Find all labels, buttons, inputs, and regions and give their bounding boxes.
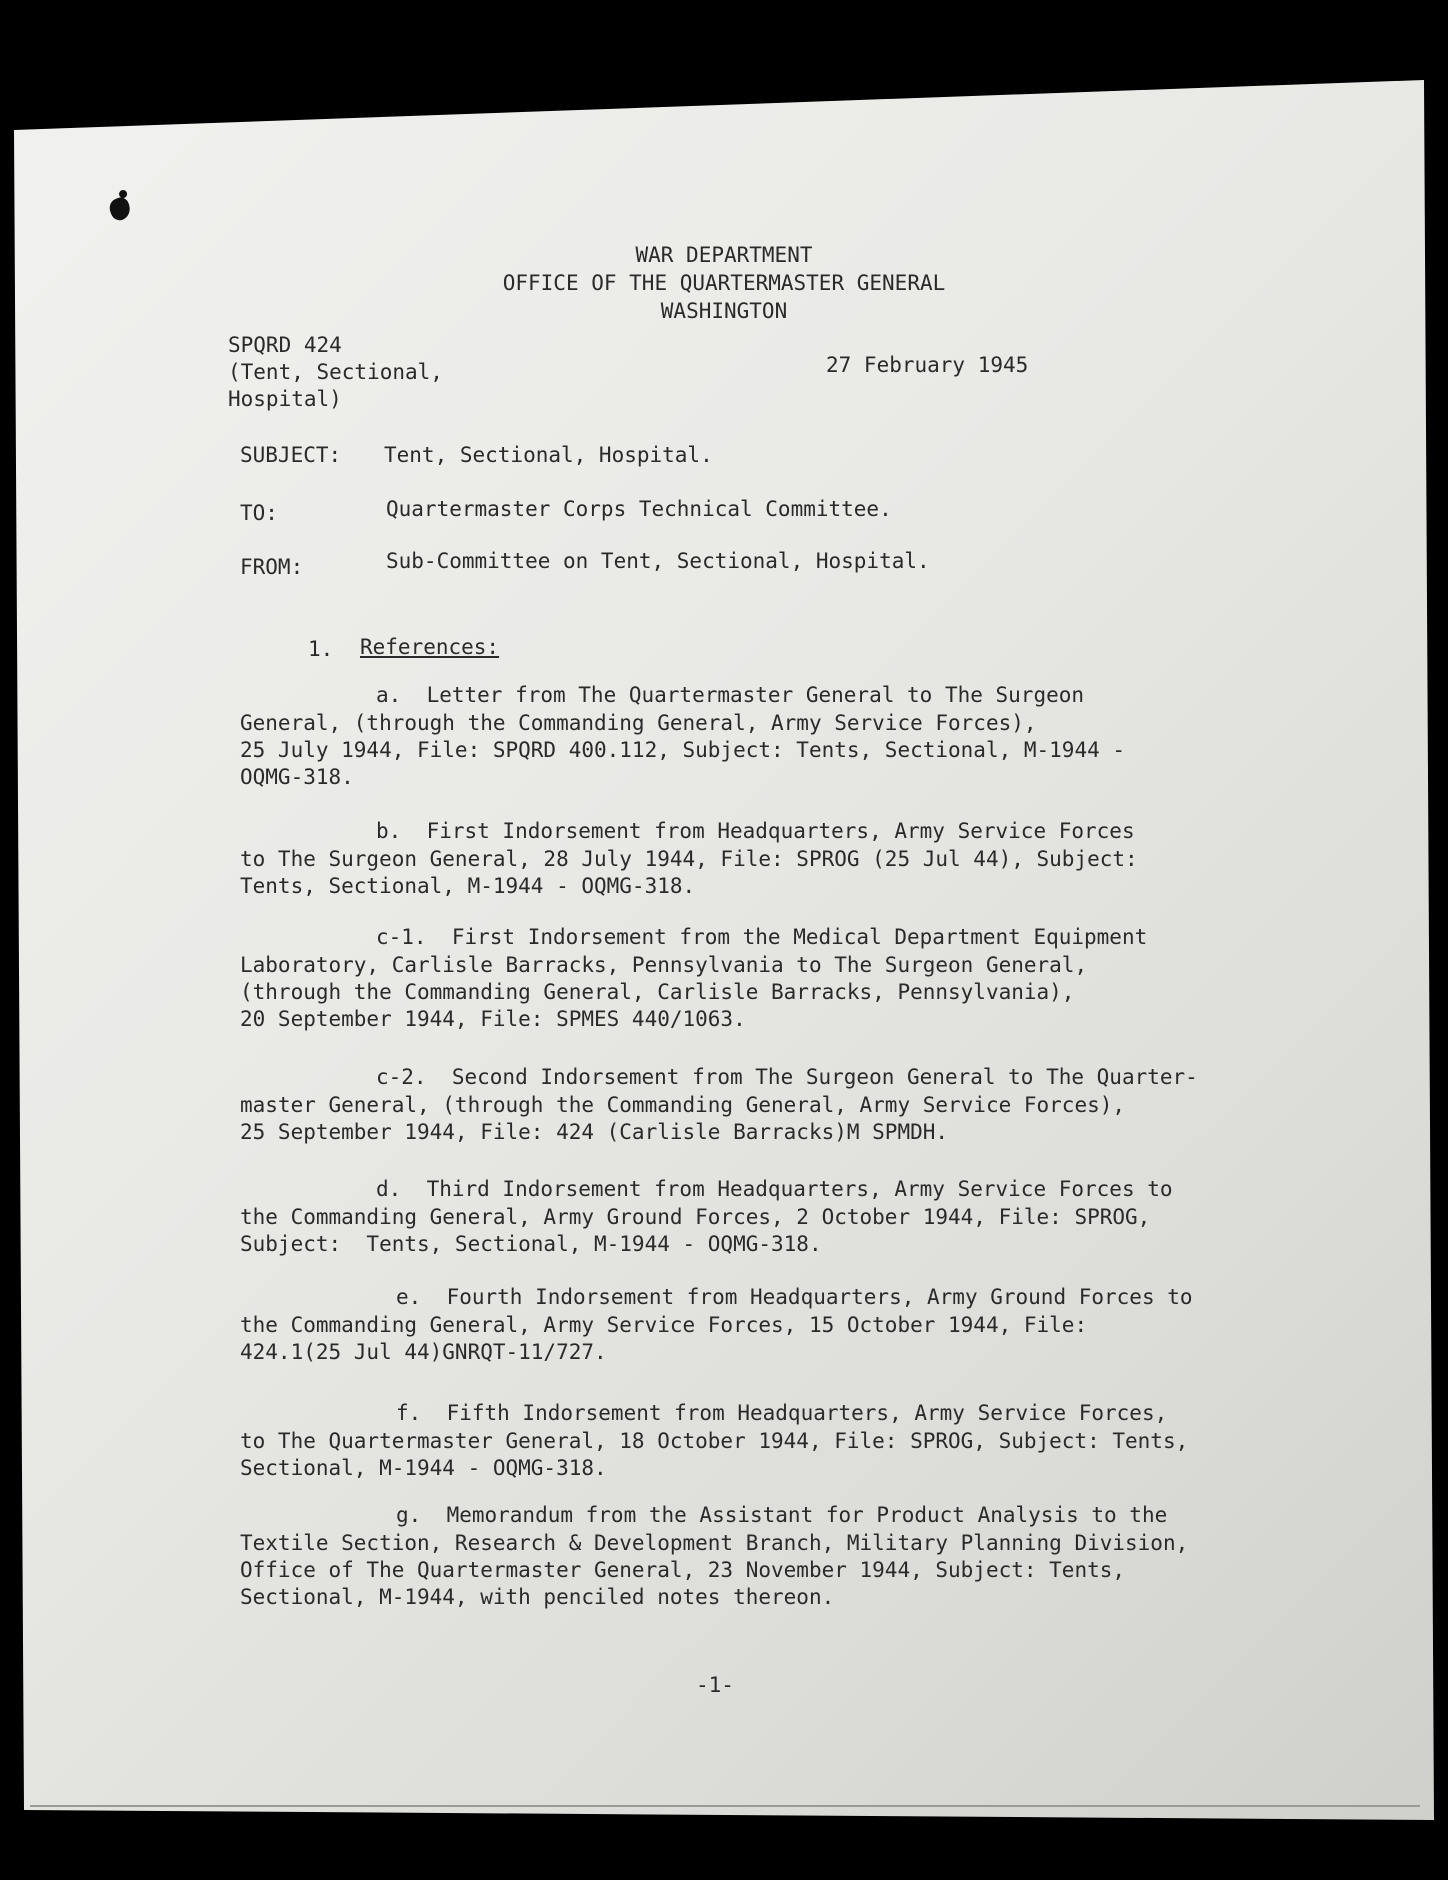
letter-date: 27 February 1945 [826, 353, 1029, 377]
file-reference-line-1: SPQRD 424 [228, 333, 342, 357]
page-number: -1- [696, 1673, 734, 1697]
reference-c1-line-2: Laboratory, Carlisle Barracks, Pennsylvania to The Surgeon General, [240, 953, 1088, 977]
reference-e-line-3: 424.1(25 Jul 44)GNRQT-11/727. [240, 1340, 607, 1364]
reference-g-line-4: Sectional, M-1944, with penciled notes thereon. [240, 1585, 835, 1609]
reference-f-line-1: f. Fifth Indorsement from Headquarters, Army Service Forces, [396, 1401, 1168, 1425]
reference-a-line-4: OQMG-318. [240, 765, 354, 789]
subject-value: Tent, Sectional, Hospital. [384, 443, 713, 467]
reference-b-line-2: to The Surgeon General, 28 July 1944, File: SPROG (25 Jul 44), Subject: [240, 847, 1138, 871]
reference-c2-line-2: master General, (through the Commanding General, Army Service Forces), [240, 1093, 1126, 1117]
reference-d-line-3: Subject: Tents, Sectional, M-1944 - OQMG-318. [240, 1232, 822, 1256]
reference-g-line-2: Textile Section, Research & Development Branch, Military Planning Division, [240, 1531, 1189, 1555]
letterhead-line-1: WAR DEPARTMENT [635, 243, 813, 267]
reference-a-line-3: 25 July 1944, File: SPQRD 400.112, Subject: Tents, Sectional, M-1944 - [240, 738, 1126, 762]
reference-f-line-2: to The Quartermaster General, 18 October 1944, File: SPROG, Subject: Tents, [240, 1429, 1189, 1453]
reference-d-line-1: d. Third Indorsement from Headquarters, Army Service Forces to [376, 1177, 1173, 1201]
reference-e-line-1: e. Fourth Indorsement from Headquarters, Army Ground Forces to [396, 1285, 1193, 1309]
reference-c2-line-1: c-2. Second Indorsement from The Surgeon General to The Quarter- [376, 1065, 1198, 1089]
section-title: References: [360, 635, 500, 659]
from-label: FROM: [240, 555, 304, 579]
reference-d-line-2: the Commanding General, Army Ground Forces, 2 October 1944, File: SPROG, [240, 1205, 1151, 1229]
to-value: Quartermaster Corps Technical Committee. [386, 497, 892, 521]
reference-a-line-2: General, (through the Commanding General, Army Service Forces), [240, 711, 1037, 735]
reference-a-line-1: a. Letter from The Quartermaster General to The Surgeon [376, 683, 1085, 707]
reference-b-line-1: b. First Indorsement from Headquarters, Army Service Forces [376, 819, 1135, 843]
to-label: TO: [240, 501, 278, 525]
reference-c1-line-3: (through the Commanding General, Carlisle Barracks, Pennsylvania), [240, 980, 1075, 1004]
section-number: 1. [308, 637, 334, 661]
reference-b-line-3: Tents, Sectional, M-1944 - OQMG-318. [240, 874, 696, 898]
reference-c1-line-1: c-1. First Indorsement from the Medical Department Equipment [376, 925, 1148, 949]
from-value: Sub-Committee on Tent, Sectional, Hospital. [386, 549, 930, 573]
letterhead-line-3: WASHINGTON [660, 299, 788, 323]
page-edge-line [30, 1805, 1420, 1807]
reference-f-line-3: Sectional, M-1944 - OQMG-318. [240, 1456, 607, 1480]
file-reference-line-2: (Tent, Sectional, [228, 360, 443, 384]
reference-e-line-2: the Commanding General, Army Service Forces, 15 October 1944, File: [240, 1313, 1088, 1337]
reference-g-line-3: Office of The Quartermaster General, 23 November 1944, Subject: Tents, [240, 1558, 1126, 1582]
reference-c1-line-4: 20 September 1944, File: SPMES 440/1063. [240, 1007, 746, 1031]
letterhead-line-2: OFFICE OF THE QUARTERMASTER GENERAL [502, 271, 946, 295]
subject-label: SUBJECT: [240, 443, 342, 467]
reference-g-line-1: g. Memorandum from the Assistant for Product Analysis to the [396, 1503, 1168, 1527]
reference-c2-line-3: 25 September 1944, File: 424 (Carlisle Barracks)M SPMDH. [240, 1120, 949, 1144]
file-reference-line-3: Hospital) [228, 387, 342, 411]
